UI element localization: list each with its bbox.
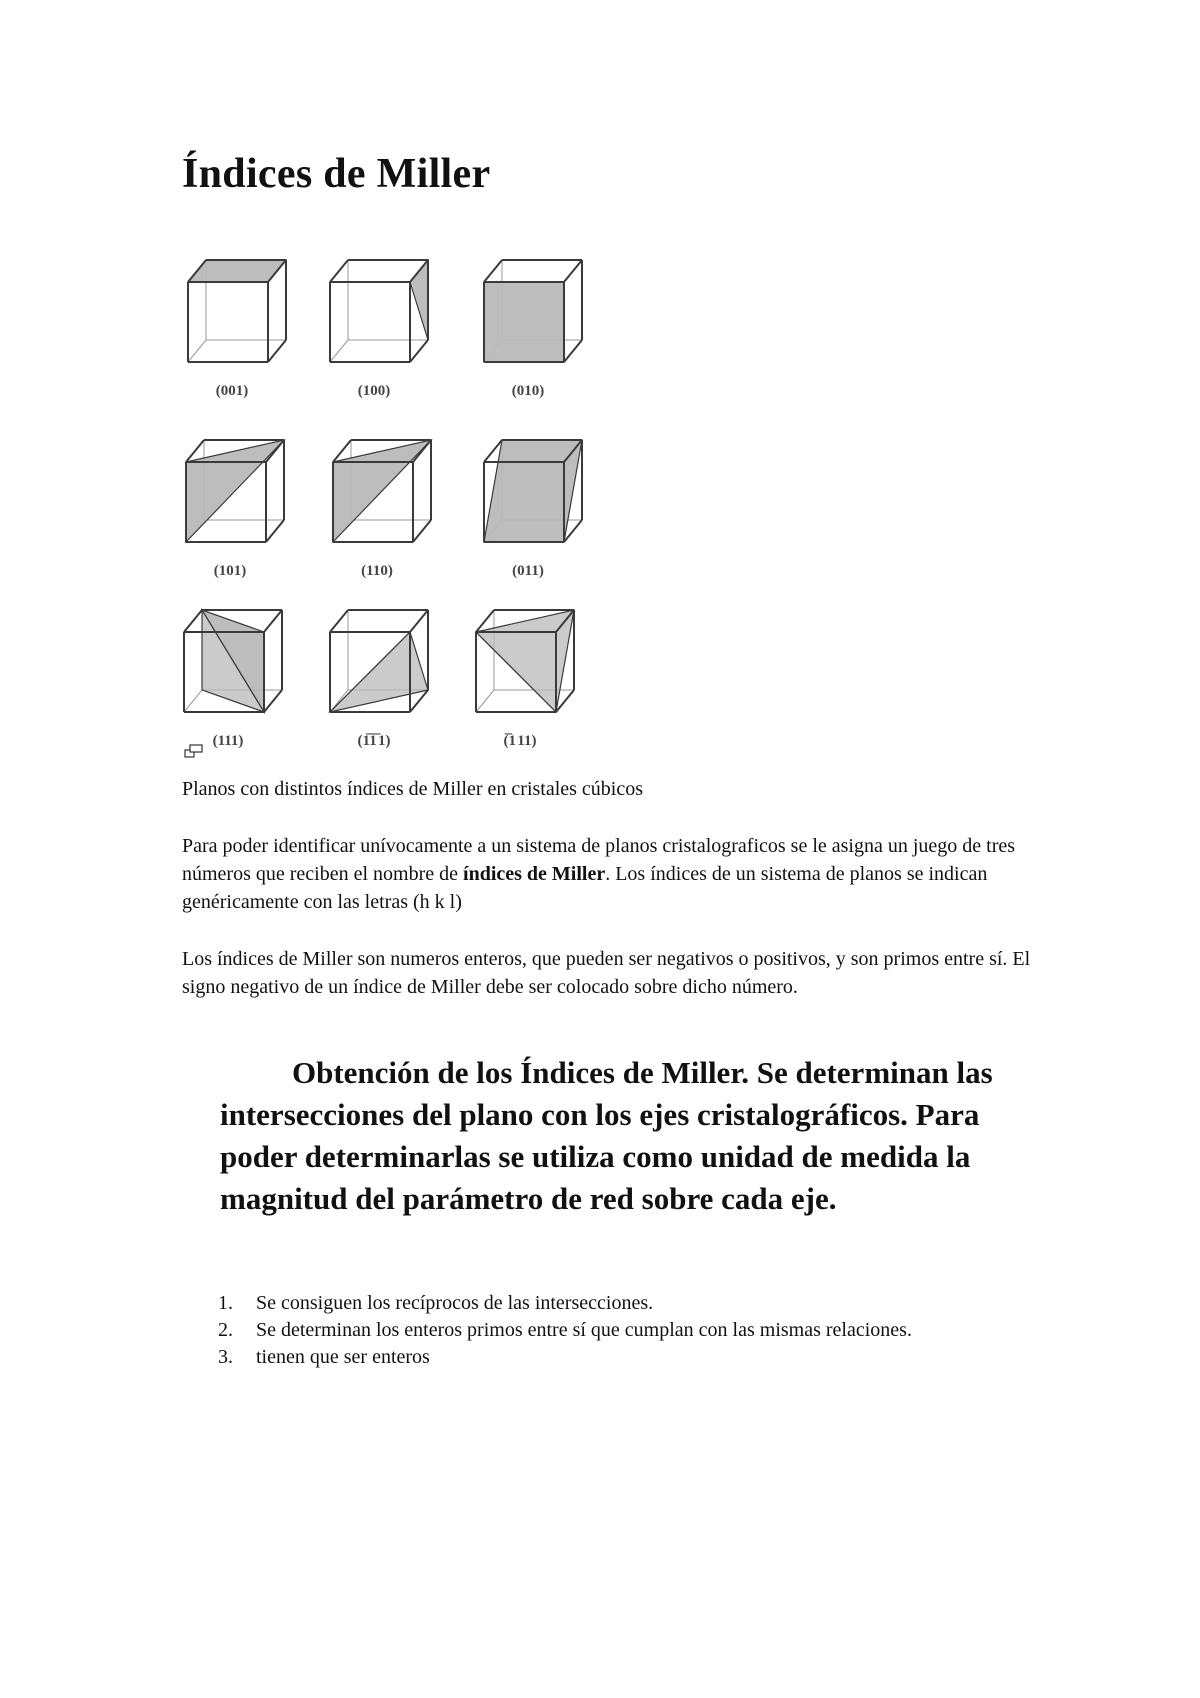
list-item bbox=[218, 1344, 1018, 1371]
miller-index-label: (100) bbox=[357, 383, 391, 399]
section-heading: Obtención de los Índices de Miller. Se determinan las intersecciones del plano con los ejes cristalográficos. Para poder determinarlas se utiliza como unidad de medida la magnitud del parámetro de red sobre cada eje. bbox=[220, 1055, 993, 1216]
cube-hidden-edge bbox=[184, 690, 202, 712]
cube-hidden-edge bbox=[330, 340, 348, 362]
miller-plane bbox=[330, 632, 428, 712]
image-resize-icon bbox=[184, 744, 204, 758]
miller-index-label: (010) bbox=[511, 383, 545, 399]
cube-edge bbox=[266, 520, 284, 542]
list-item-number: 3. bbox=[218, 1346, 233, 1368]
paragraph-identification bbox=[182, 832, 1032, 916]
miller-index-label: (011) bbox=[512, 563, 544, 579]
miller-index-label: (001) bbox=[215, 383, 249, 399]
cube-edge bbox=[413, 520, 431, 542]
miller-index-label: (101) bbox=[213, 563, 247, 579]
cube-edge bbox=[264, 610, 282, 632]
cube-hidden-edge bbox=[476, 690, 494, 712]
cube-edge bbox=[184, 610, 202, 632]
figure-caption: Planos con distintos índices de Miller en cristales cúbicos bbox=[182, 778, 644, 800]
list-item-text: Se consiguen los recíprocos de las intersecciones. bbox=[256, 1292, 654, 1314]
paragraph1-text-before: Para poder identificar unívocamente a un sistema de planos cristalograficos se le asigna un juego de tres números que reciben el nombre de bbox=[182, 835, 1016, 885]
list-item bbox=[218, 1317, 1018, 1344]
miller-plane bbox=[484, 440, 582, 542]
list-item-text: Se determinan los enteros primos entre sí que cumplan con las mismas relaciones. bbox=[256, 1319, 912, 1341]
cube-edge bbox=[410, 610, 428, 632]
cube-hidden-edge bbox=[188, 340, 206, 362]
miller-index-label: (110) bbox=[361, 563, 393, 579]
paragraph1-text-after: . Los índices de un sistema de planos se indican genéricamente con las letras (h k l) bbox=[182, 863, 988, 913]
list-item bbox=[218, 1290, 1018, 1317]
paragraph1-bold-term: índices de Miller bbox=[463, 863, 606, 885]
miller-plane bbox=[484, 282, 564, 362]
paragraph-integers: Los índices de Miller son numeros enteros, que pueden ser negativos o positivos, y son primos entre sí. El signo negativo de un índice de Miller debe ser colocado sobre dicho número. bbox=[182, 948, 1031, 998]
steps-list bbox=[218, 1290, 1018, 1371]
cube-edge bbox=[564, 340, 582, 362]
miller-planes-figure bbox=[178, 252, 618, 772]
miller-index-label: (1̅1̅ 1) bbox=[357, 733, 391, 749]
cube-edge bbox=[330, 610, 348, 632]
miller-plane bbox=[333, 440, 431, 542]
list-item-text: tienen que ser enteros bbox=[256, 1346, 430, 1368]
miller-index-label: (111) bbox=[212, 733, 244, 749]
cube-edge bbox=[564, 260, 582, 282]
cube-edge bbox=[484, 260, 502, 282]
cube-edge bbox=[264, 690, 282, 712]
list-item-number: 1. bbox=[218, 1292, 233, 1314]
miller-planes-svg bbox=[178, 252, 618, 772]
miller-plane bbox=[476, 610, 574, 712]
page-title: Índices de Miller bbox=[182, 151, 491, 197]
miller-plane bbox=[186, 440, 284, 542]
miller-index-label: (̅1 11) bbox=[503, 733, 537, 749]
cube-edge bbox=[268, 340, 286, 362]
cube-edge bbox=[330, 260, 348, 282]
list-item-number: 2. bbox=[218, 1319, 233, 1341]
cube-edge bbox=[410, 340, 428, 362]
